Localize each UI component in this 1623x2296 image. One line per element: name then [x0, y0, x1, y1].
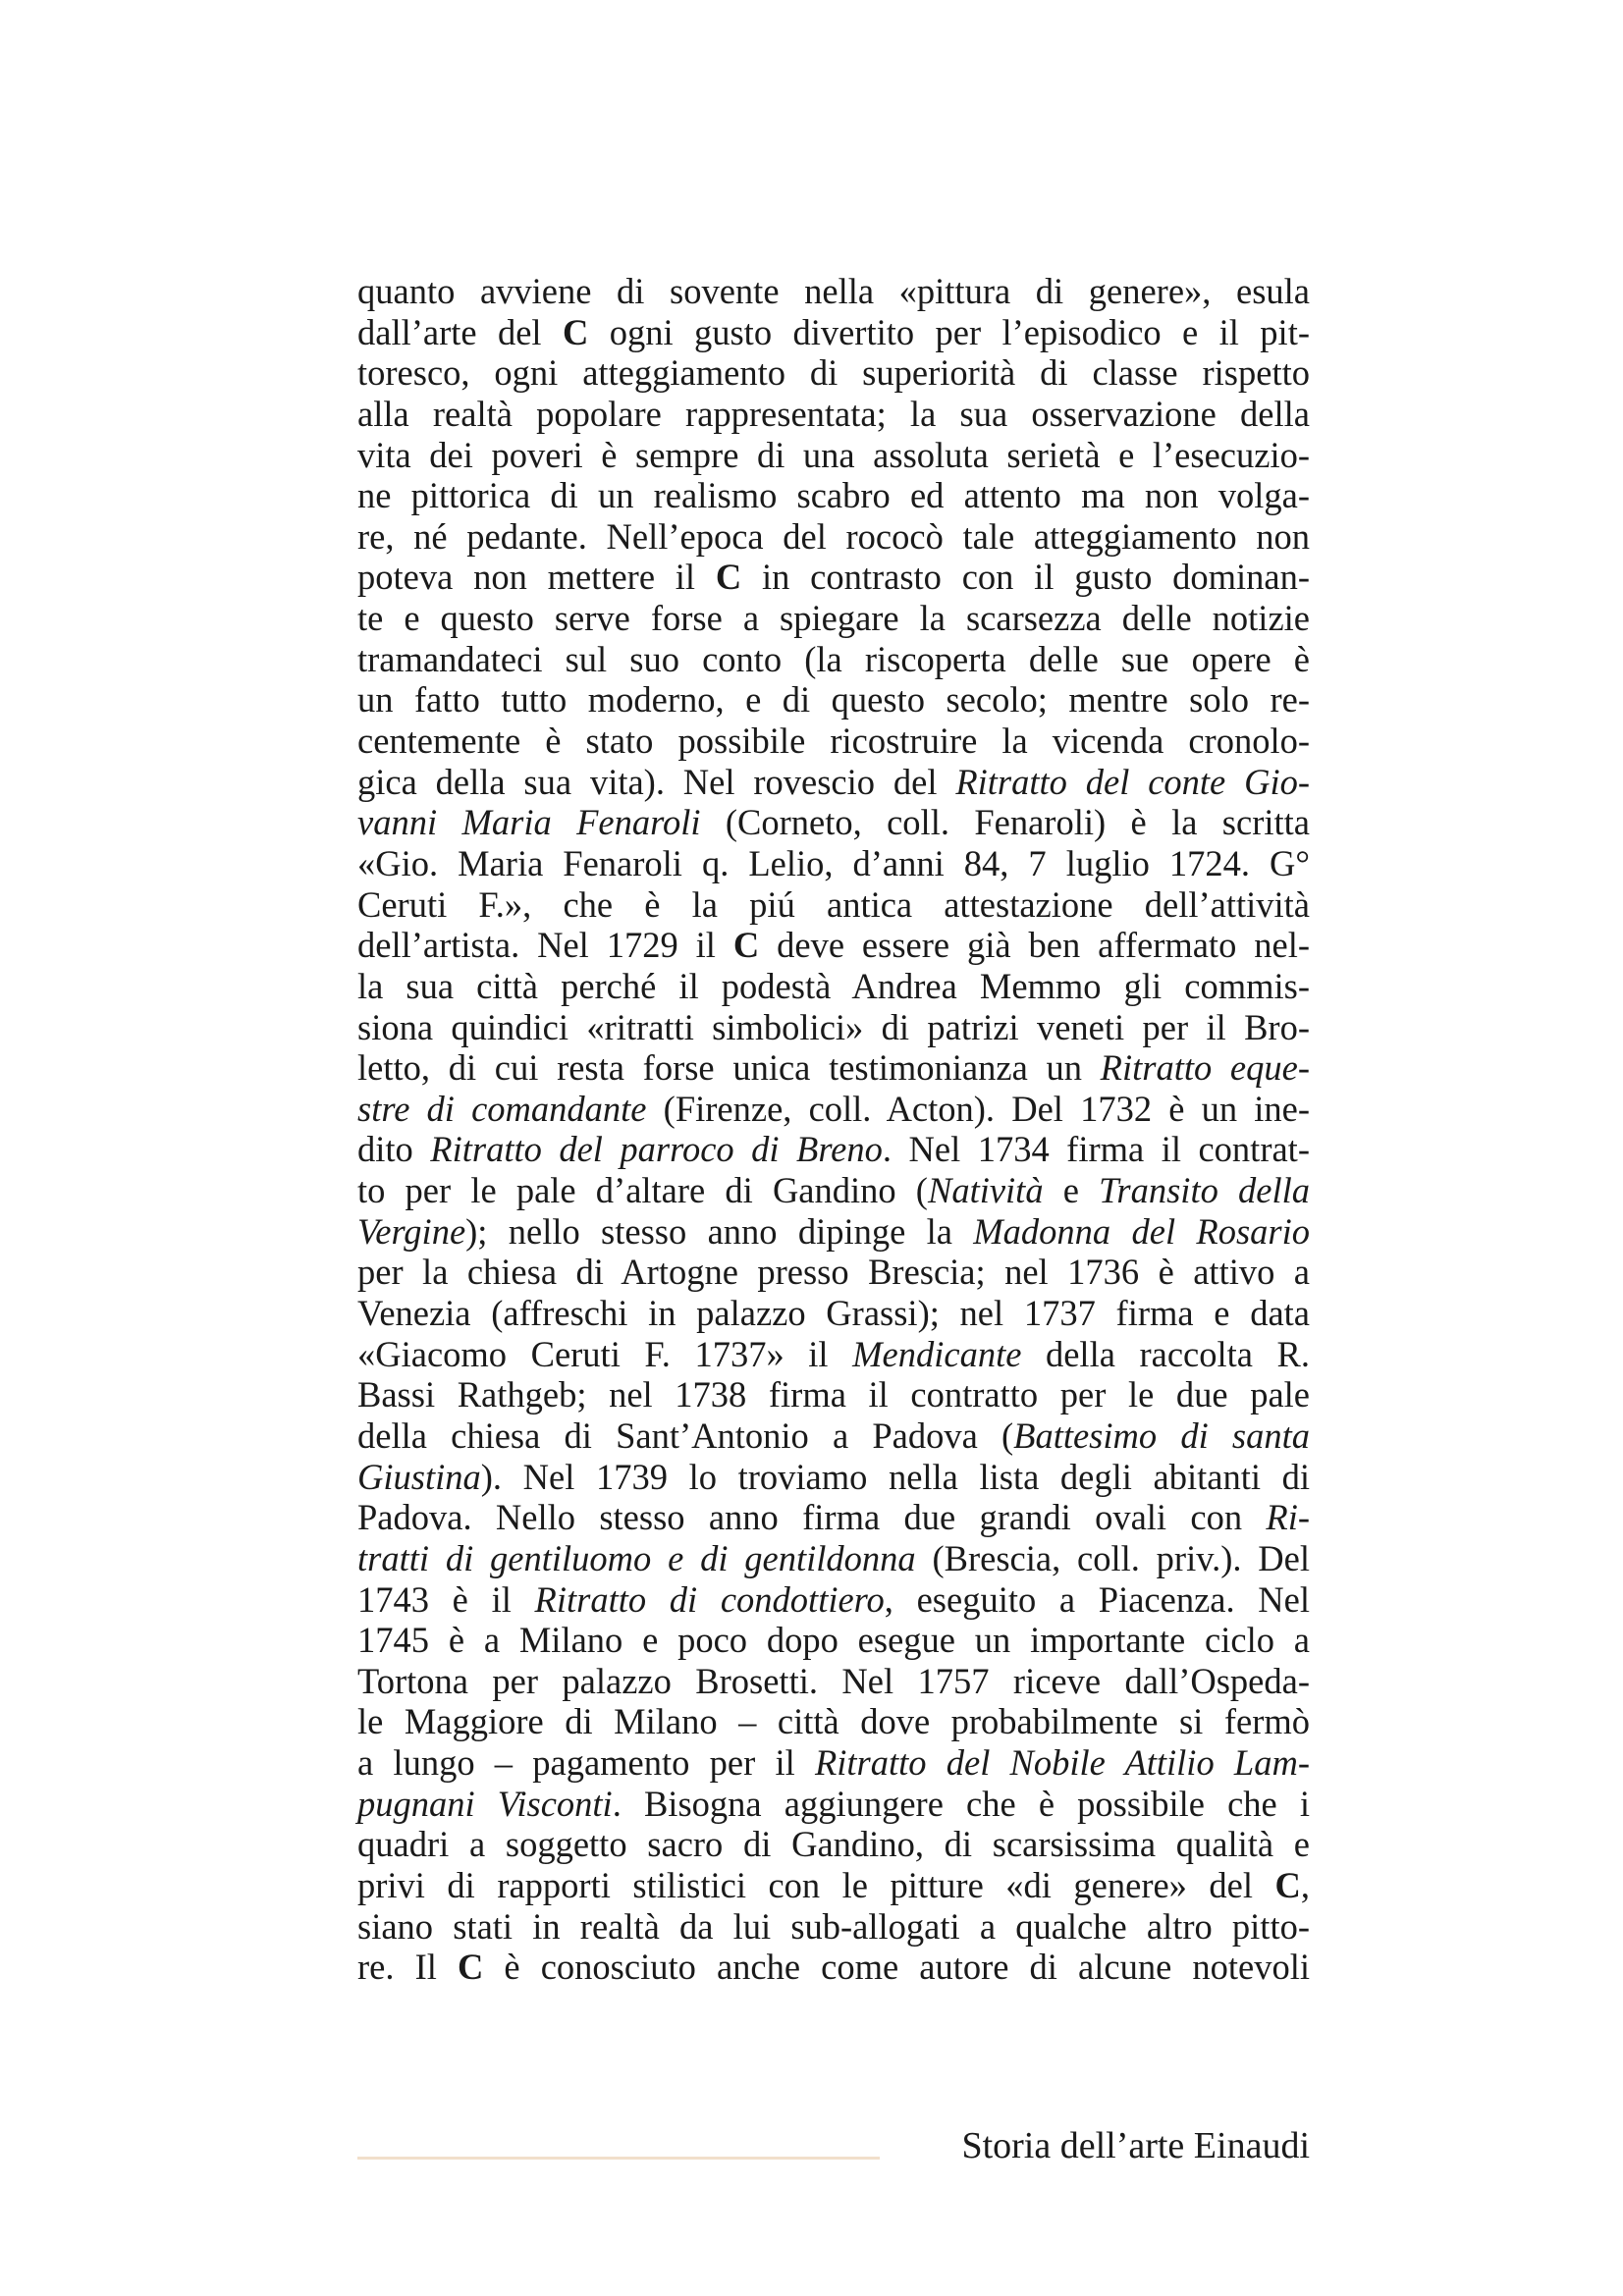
text-segment: a lungo – pagamento per il: [357, 1742, 815, 1784]
text-segment: per la chiesa di Artogne presso Brescia; nel 1736 è attivo a: [357, 1252, 1310, 1293]
text-line: [357, 1374, 1310, 1415]
text-line: [357, 557, 1310, 598]
italic-title: Natività: [927, 1170, 1044, 1211]
text-segment: privi di rapporti stilistici con le pitture «di genere» del: [357, 1864, 1275, 1905]
text-segment: ogni gusto divertito per l’episodico e il pit-: [588, 311, 1310, 352]
text-segment: quanto avviene di sovente nella «pittura di genere», esula: [357, 271, 1310, 311]
text-line: [357, 394, 1310, 435]
text-line: [357, 1129, 1310, 1170]
italic-title: stre di comandante: [357, 1088, 647, 1129]
text-line: [357, 1415, 1310, 1457]
text-line: [357, 516, 1310, 558]
text-segment: della chiesa di Sant’Antonio a Padova (: [357, 1415, 1014, 1456]
text-segment: toresco, ogni atteggiamento di superiorità di classe rispetto: [357, 352, 1310, 394]
text-segment: re. Il: [357, 1947, 458, 1988]
text-segment: dall’arte del: [357, 311, 563, 352]
text-segment: 1743 è il: [357, 1578, 535, 1620]
italic-title: Ritratto eque-: [1100, 1047, 1310, 1089]
text-line: [357, 1457, 1310, 1498]
text-segment: e: [1043, 1170, 1100, 1211]
text-segment: (Brescia, coll. priv.). Del: [915, 1537, 1310, 1578]
text-line: [357, 1906, 1310, 1948]
italic-title: Giustina: [357, 1456, 481, 1497]
text-segment: «Gio. Maria Fenaroli q. Lelio, d’anni 84, 7 luglio 1724. G°: [357, 842, 1310, 883]
text-line: [357, 1089, 1310, 1130]
text-segment: gica della sua vita). Nel rovescio del: [357, 761, 956, 802]
text-line: [357, 884, 1310, 926]
text-line: [357, 721, 1310, 762]
text-line: [357, 271, 1310, 312]
text-segment: ,: [1300, 1864, 1310, 1905]
text-segment: centemente è stato possibile ricostruire la vicenda cronolo-: [357, 721, 1310, 762]
text-segment: le Maggiore di Milano – città dove probabilmente si fermò: [357, 1701, 1310, 1742]
text-line: [357, 679, 1310, 721]
text-segment: un fatto tutto moderno, e di questo secolo; mentre solo re-: [357, 679, 1310, 721]
text-line: [357, 1824, 1310, 1865]
text-segment: tramandateci sul suo conto (la riscoperta delle sue opere è: [357, 638, 1310, 679]
text-line: [357, 1497, 1310, 1538]
italic-title: tratti di gentiluomo e di gentildonna: [357, 1537, 916, 1578]
text-line: [357, 802, 1310, 843]
italic-title: pugnani Visconti: [357, 1783, 613, 1824]
text-line: [357, 598, 1310, 639]
text-segment: dito: [357, 1129, 431, 1170]
text-segment: vita dei poveri è sempre di una assoluta serietà e l’esecuzio-: [357, 434, 1310, 475]
text-segment: . Bisogna aggiungere che è possibile che i: [612, 1783, 1310, 1824]
text-line: [357, 1293, 1310, 1334]
text-line: [357, 1620, 1310, 1661]
footer-divider: [357, 2157, 880, 2160]
italic-title: Transito della: [1099, 1170, 1310, 1211]
text-segment: siano stati in realtà da lui sub-allogati a qualche altro pitto-: [357, 1905, 1310, 1947]
text-segment: , eseguito a Piacenza. Nel: [884, 1578, 1310, 1620]
text-segment: . Nel 1734 firma il contrat-: [882, 1129, 1310, 1170]
bold-abbreviation: C: [1274, 1864, 1301, 1905]
text-segment: «Giacomo Ceruti F. 1737» il: [357, 1333, 853, 1374]
italic-title: Ri-: [1266, 1497, 1310, 1538]
text-segment: Bassi Rathgeb; nel 1738 firma il contratto per le due pale: [357, 1374, 1310, 1415]
italic-title: Madonna del Rosario: [973, 1210, 1310, 1252]
text-segment: (Corneto, coll. Fenaroli) è la scritta: [700, 802, 1310, 843]
italic-title: Ritratto del parroco di Breno: [430, 1129, 883, 1170]
text-line: [357, 1211, 1310, 1253]
text-line: [357, 1742, 1310, 1784]
text-line: [357, 312, 1310, 353]
text-line: [357, 1947, 1310, 1988]
text-segment: letto, di cui resta forse unica testimonianza un: [357, 1047, 1101, 1089]
text-segment: Tortona per palazzo Brosetti. Nel 1757 riceve dall’Ospeda-: [357, 1660, 1310, 1701]
text-line: [357, 1047, 1310, 1089]
text-segment: ). Nel 1739 lo troviamo nella lista degli abitanti di: [480, 1456, 1310, 1497]
bold-abbreviation: C: [715, 557, 742, 598]
body-text: [357, 271, 1310, 1988]
text-segment: re, né pedante. Nell’epoca del rococò tale atteggiamento non: [357, 515, 1310, 557]
text-segment: to per le pale d’altare di Gandino (: [357, 1170, 928, 1211]
text-segment: poteva non mettere il: [357, 557, 716, 598]
text-segment: Ceruti F.», che è la piú antica attestazione dell’attività: [357, 883, 1310, 925]
text-line: [357, 475, 1310, 516]
text-line: [357, 966, 1310, 1007]
italic-title: Vergine: [357, 1210, 466, 1252]
footer-title: Storia dell’arte Einaudi: [961, 2125, 1310, 2166]
text-segment: della raccolta R.: [1021, 1333, 1310, 1374]
text-line: [357, 1661, 1310, 1702]
bold-abbreviation: C: [457, 1947, 484, 1988]
text-segment: Venezia (affreschi in palazzo Grassi); nel 1737 firma e data: [357, 1293, 1310, 1334]
text-segment: 1745 è a Milano e poco dopo esegue un importante ciclo a: [357, 1620, 1310, 1661]
italic-title: Battesimo di santa: [1013, 1415, 1311, 1456]
text-line: [357, 639, 1310, 680]
text-segment: siona quindici «ritratti simbolici» di patrizi veneti per il Bro-: [357, 1006, 1310, 1047]
text-segment: Padova. Nello stesso anno firma due grandi ovali con: [357, 1497, 1267, 1538]
text-line: [357, 1784, 1310, 1825]
text-line: [357, 1170, 1310, 1211]
italic-title: Mendicante: [852, 1333, 1022, 1374]
text-segment: deve essere già ben affermato nel-: [759, 925, 1310, 966]
text-segment: quadri a soggetto sacro di Gandino, di scarsissima qualità e: [357, 1824, 1310, 1865]
text-segment: (Firenze, coll. Acton). Del 1732 è un ine-: [646, 1088, 1310, 1129]
text-segment: ne pittorica di un realismo scabro ed attento ma non volga-: [357, 475, 1310, 516]
text-segment: alla realtà popolare rappresentata; la sua osservazione della: [357, 393, 1310, 434]
text-line: [357, 1579, 1310, 1621]
text-line: [357, 1252, 1310, 1293]
text-segment: in contrasto con il gusto dominan-: [741, 557, 1310, 598]
text-segment: dell’artista. Nel 1729 il: [357, 925, 733, 966]
text-line: [357, 1865, 1310, 1906]
italic-title: vanni Maria Fenaroli: [357, 802, 701, 843]
italic-title: Ritratto del conte Gio-: [955, 761, 1310, 802]
text-segment: la sua città perché il podestà Andrea Memmo gli commis-: [357, 965, 1310, 1006]
text-line: [357, 435, 1310, 476]
text-line: [357, 1701, 1310, 1742]
text-segment: è conosciuto anche come autore di alcune notevoli: [483, 1947, 1310, 1988]
text-segment: ); nello stesso anno dipinge la: [465, 1210, 974, 1252]
text-line: [357, 762, 1310, 803]
text-segment: te e questo serve forse a spiegare la scarsezza delle notizie: [357, 598, 1310, 639]
text-line: [357, 1334, 1310, 1375]
text-line: [357, 1007, 1310, 1048]
text-line: [357, 925, 1310, 966]
bold-abbreviation: C: [732, 925, 760, 966]
text-line: [357, 352, 1310, 394]
text-line: [357, 843, 1310, 884]
italic-title: Ritratto di condottiero: [534, 1578, 885, 1620]
italic-title: Ritratto del Nobile Attilio Lam-: [814, 1742, 1310, 1784]
text-line: [357, 1538, 1310, 1579]
bold-abbreviation: C: [562, 311, 589, 352]
